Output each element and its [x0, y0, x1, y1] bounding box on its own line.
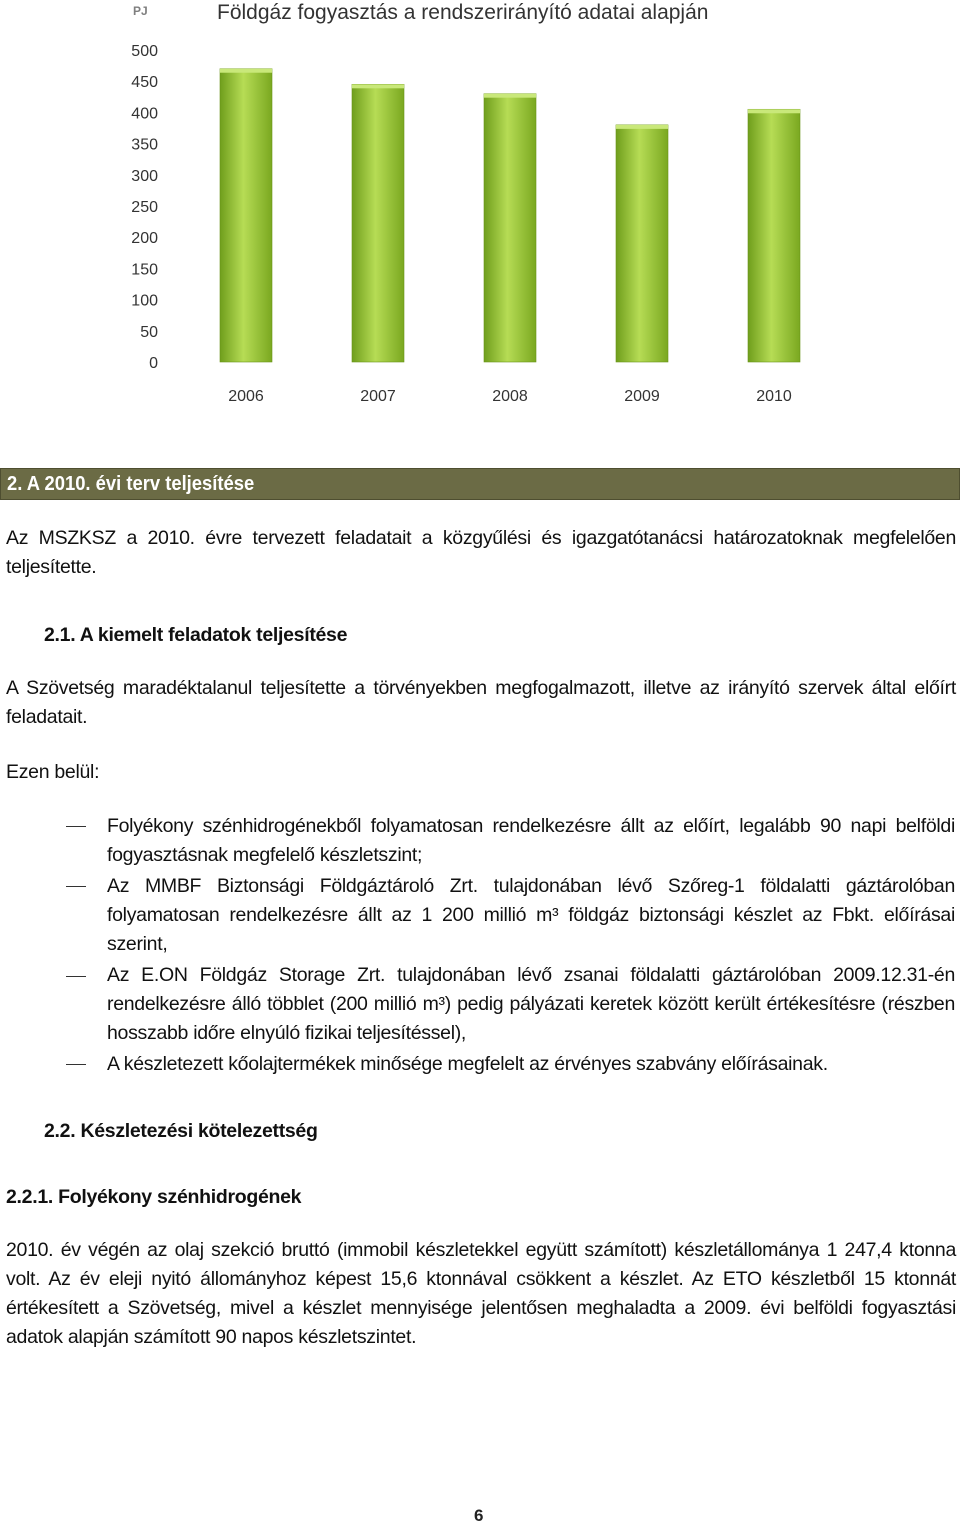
chart-title: Földgáz fogyasztás a rendszerirányító adatai alapján [217, 1, 709, 24]
y-tick-label: 100 [131, 292, 158, 310]
bar-top-highlight [616, 125, 668, 129]
bar-2008 [484, 94, 536, 362]
bar-top-highlight [352, 84, 404, 88]
y-tick-label: 350 [131, 136, 158, 154]
y-tick-label: 450 [131, 74, 158, 92]
bar-top-highlight [484, 94, 536, 98]
bar-chart [0, 30, 960, 415]
x-tick-label: 2008 [492, 388, 528, 405]
section-title: 2. A 2010. évi terv teljesítése [7, 473, 255, 495]
x-tick-label: 2007 [360, 388, 396, 405]
bar-2006 [220, 69, 272, 362]
bullet-dash [66, 976, 86, 977]
bar-top-highlight [220, 69, 272, 73]
y-tick-label: 150 [131, 261, 158, 279]
x-tick-label: 2009 [624, 388, 660, 405]
publisher-logo: PJ [133, 4, 148, 18]
paragraph-2-2-1: 2010. év végén az olaj szekció bruttó (immobil készletekkel együtt számított) készletállománya 1 247,4 ktonna volt. Az év eleji nyitó állományhoz képest 15,6 ktonnával csökkent a készlet. Az ETO készletből 15 ktonnát értékesített a Szövetség, mivel a készlet mennyisége jelentősen meghaladta a 2009. évi belföldi fogyasztási adatok alapján számított 90 napos készletszintet. [6, 1239, 956, 1348]
x-tick-label: 2010 [756, 388, 792, 405]
paragraph-2-1: A Szövetség maradéktalanul teljesítette a törvényekben megfogalmazott, illetve az irányító szervek által előírt feladatait. [6, 677, 956, 728]
y-tick-label: 400 [131, 105, 158, 123]
heading-2-1: 2.1. A kiemelt feladatok teljesítése [44, 624, 348, 646]
section-header [0, 468, 960, 500]
bullet-item: A készletezett kőolajtermékek minősége megfelelt az érvényes szabvány előírásainak. [107, 1053, 828, 1075]
bar-top-highlight [748, 109, 800, 113]
bullet-dash [66, 886, 86, 887]
x-axis [228, 388, 792, 405]
page-number: 6 [474, 1506, 484, 1525]
intro-paragraph: Az MSZKSZ a 2010. évre tervezett feladatait a közgyűlési és igazgatótanácsi határozatoknak megfelelően teljesítette. [6, 527, 956, 578]
bar-2010 [748, 109, 800, 362]
bullet-item: Az MMBF Biztonsági Földgáztároló Zrt. tulajdonában lévő Szőreg-1 földalatti gáztárolóban folyamatosan rendelkezésre állt az 1 200 millió m³ földgáz biztonsági készlet az Fbkt. előírásai szerint, [107, 875, 955, 955]
bullet-item: Folyékony szénhidrogénekből folyamatosan rendelkezésre állt az előírt, legalább 90 napi belföldi fogyasztásnak megfelelő készletszint; [107, 815, 955, 866]
heading-2-2-1: 2.2.1. Folyékony szénhidrogének [6, 1186, 302, 1208]
bullet-item: Az E.ON Földgáz Storage Zrt. tulajdonában lévő zsanai földalatti gáztárolóban 2009.12.31-én rendelkezésre álló többlet (200 millió m³) pedig pályázati keretek között került értékesítésre (részben hosszabb időre elnyúló fizikai teljesítéssel), [107, 964, 955, 1044]
bar-2007 [352, 84, 404, 362]
y-tick-label: 200 [131, 230, 158, 248]
heading-2-2: 2.2. Készletezési kötelezettség [44, 1120, 318, 1142]
y-tick-label: 300 [131, 167, 158, 185]
y-tick-label: 0 [149, 355, 158, 372]
y-tick-label: 500 [131, 43, 158, 60]
y-axis [131, 43, 158, 372]
bar-2009 [616, 125, 668, 362]
x-tick-label: 2006 [228, 388, 264, 405]
bullet-dash [66, 826, 86, 827]
y-tick-label: 250 [131, 199, 158, 216]
ezen-belul-text: Ezen belül: [6, 761, 100, 783]
bars [220, 69, 800, 362]
y-tick-label: 50 [140, 323, 158, 341]
bullet-dash [66, 1064, 86, 1065]
